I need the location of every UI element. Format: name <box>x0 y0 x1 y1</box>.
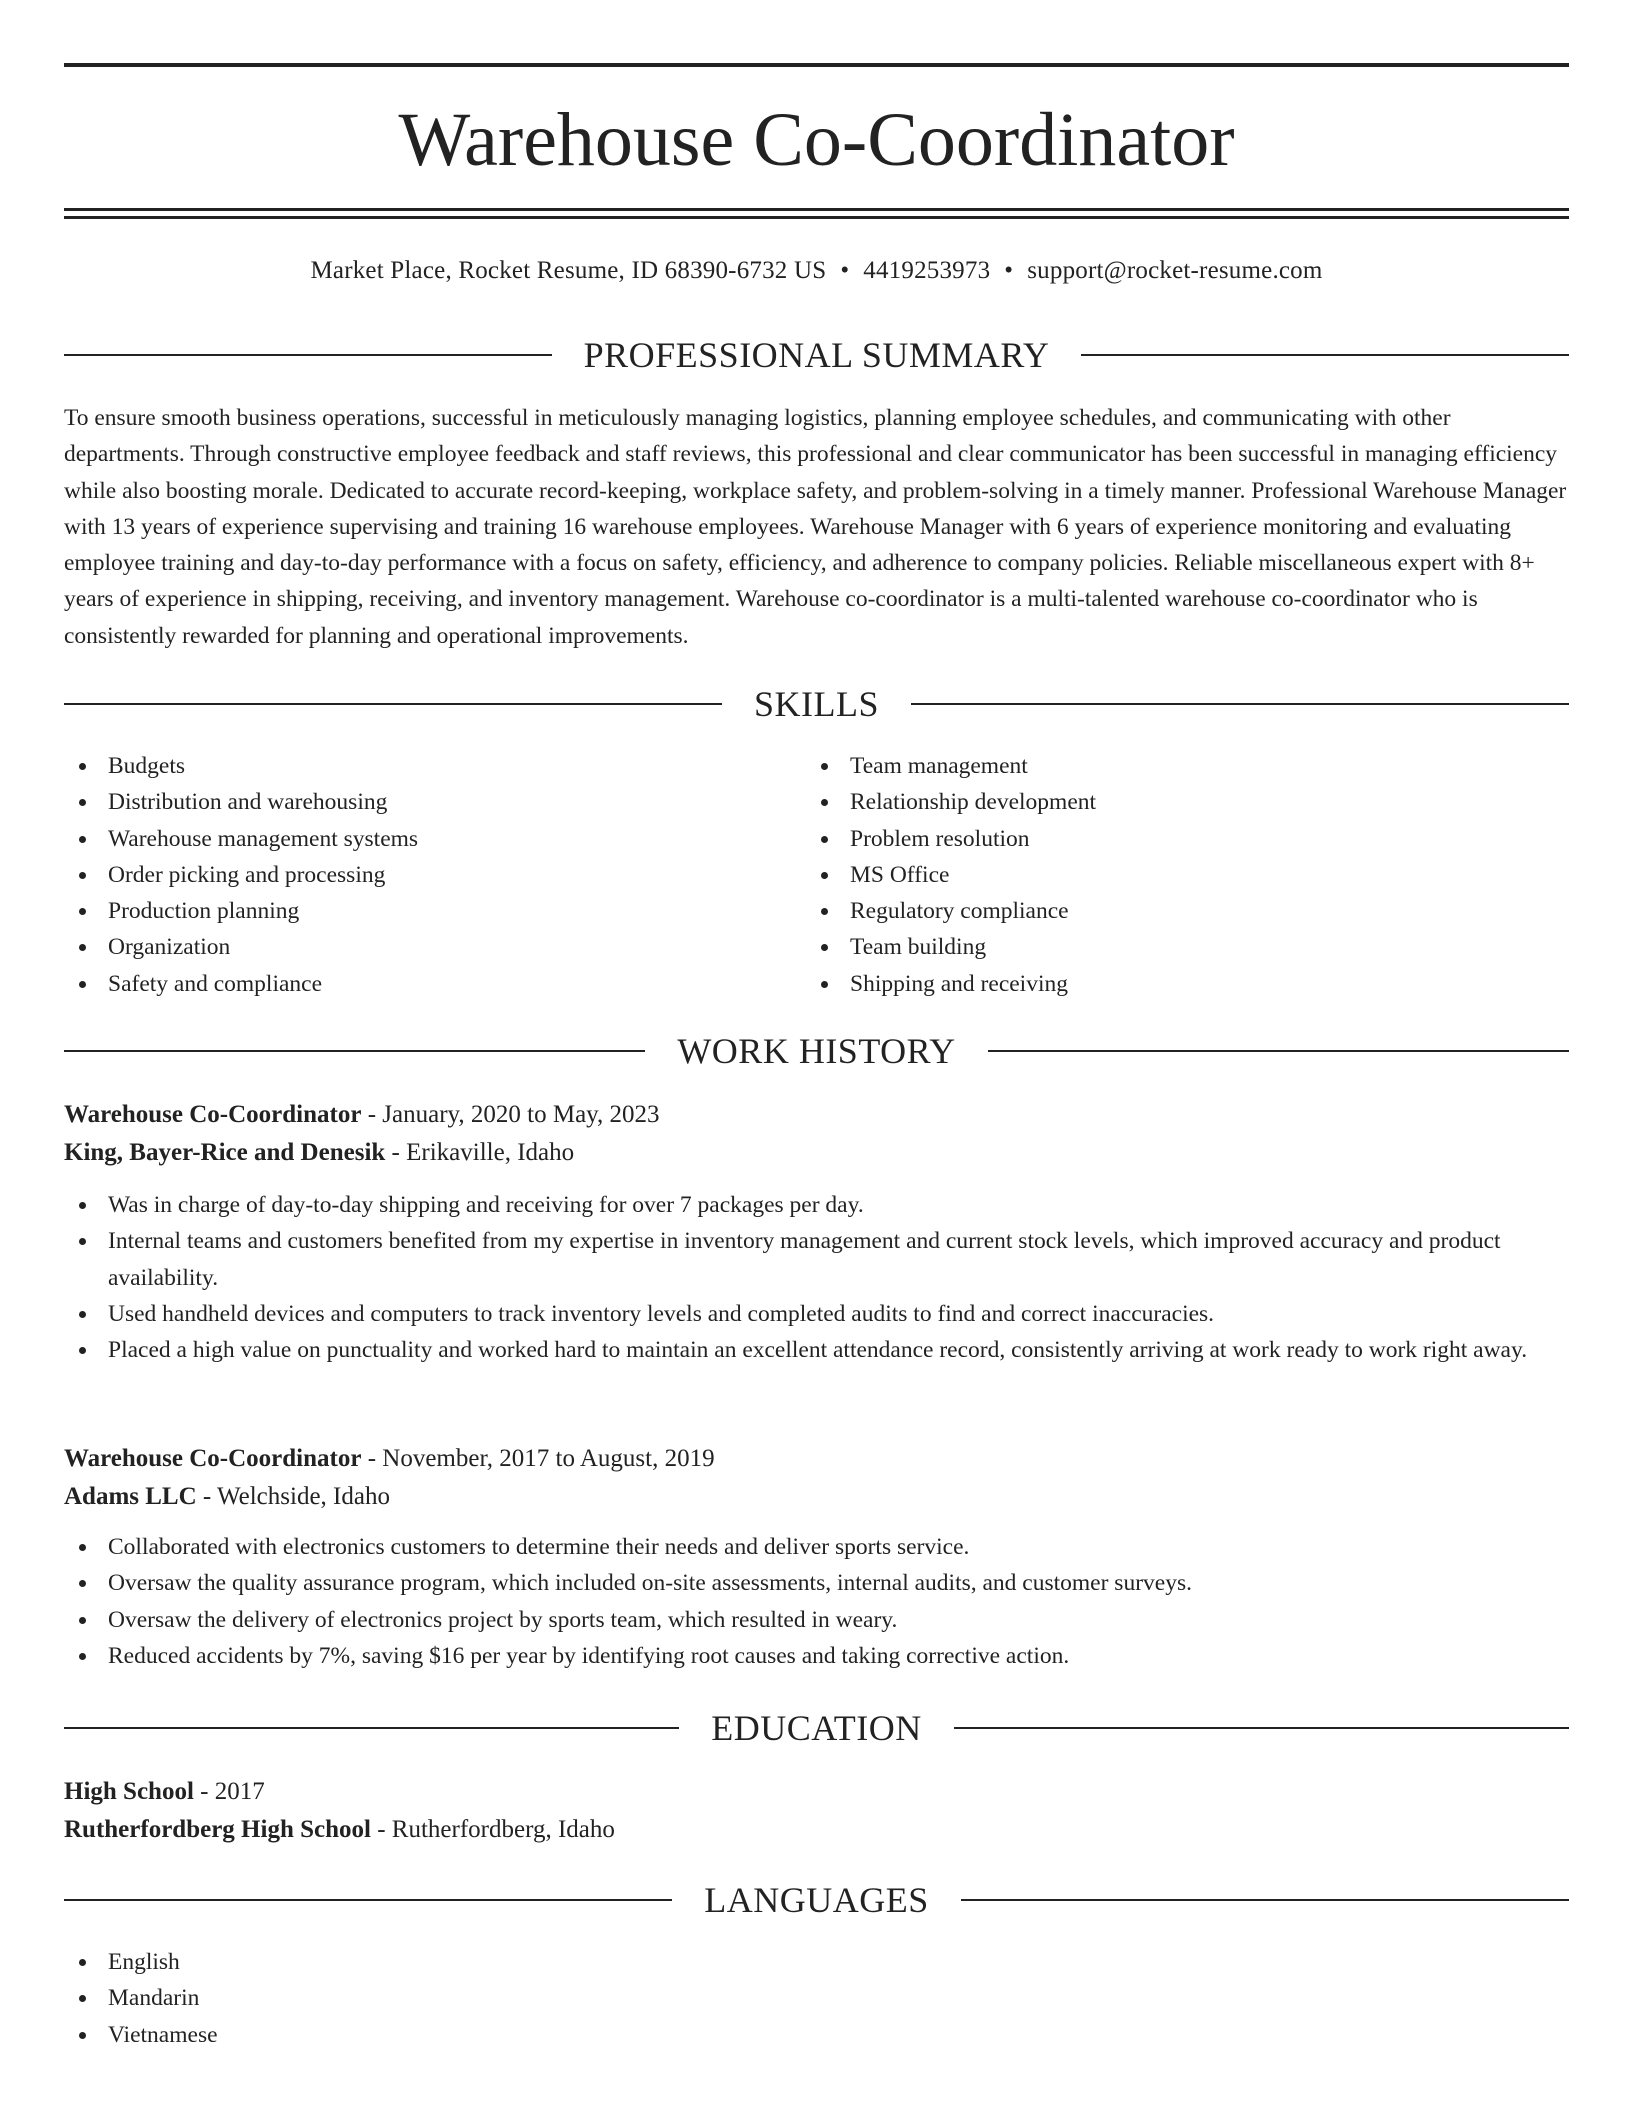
header-double-rule-lower <box>64 216 1569 219</box>
skill-item: Relationship development <box>806 784 1506 820</box>
skill-item: Budgets <box>64 748 764 784</box>
contact-line <box>64 254 1569 288</box>
language-item: English <box>64 1944 764 1980</box>
job-bullet: Used handheld devices and computers to track inventory levels and completed audits to find and correct inaccuracies. <box>64 1296 1569 1332</box>
job-dates: - November, 2017 to August, 2019 <box>361 1445 715 1472</box>
summary-paragraph: To ensure smooth business operations, successful in meticulously managing logistics, planning employee schedules, and communicating with other departments. Through constructive employee feedback and staff reviews, this professional and clear communicator has been successful in managing efficiency while also boosting morale. Dedicated to accurate record-keeping, workplace safety, and problem-solving in a timely manner. Professional Warehouse Manager with 13 years of experience supervising and training 16 warehouse employees. Warehouse Manager with 6 years of experience monitoring and evaluating employee training and day-to-day performance with a focus on safety, efficiency, and adherence to company policies. Reliable miscellaneous expert with 8+ years of experience in shipping, receiving, and inventory management. Warehouse co-coordinator is a multi-talented warehouse co-coordinator who is consistently rewarded for planning and operational improvements. <box>64 405 1567 649</box>
job-title: Warehouse Co-Coordinator <box>64 1101 362 1128</box>
section-heading-label: SKILLS <box>754 684 880 724</box>
heading-rule-left <box>64 1899 672 1901</box>
skills-list-right <box>806 748 1506 1002</box>
education-entry <box>64 1773 1569 1849</box>
resume-title: Warehouse Co-Coordinator <box>398 98 1235 182</box>
skill-item: Warehouse management systems <box>64 821 764 857</box>
job-bullet: Reduced accidents by 7%, saving $16 per year by identifying root causes and taking corrective action. <box>64 1638 1569 1674</box>
job-company-line <box>64 1478 1569 1516</box>
contact-separator: • <box>840 257 850 284</box>
job-location: - Welchside, Idaho <box>196 1483 390 1510</box>
section-heading-skills <box>64 682 1569 726</box>
education-school-line <box>64 1811 1569 1849</box>
section-heading-label: LANGUAGES <box>704 1880 929 1920</box>
language-item: Vietnamese <box>64 2017 764 2053</box>
job-title-line <box>64 1096 1569 1134</box>
job-entry <box>64 1096 1569 1368</box>
heading-rule-right <box>1081 354 1569 356</box>
skill-item: Shipping and receiving <box>806 966 1506 1002</box>
job-location: - Erikaville, Idaho <box>385 1139 575 1166</box>
job-bullet: Was in charge of day-to-day shipping and receiving for over 7 packages per day. <box>64 1187 1569 1223</box>
header-double-rule-upper <box>64 208 1569 211</box>
job-bullet: Internal teams and customers benefited from my expertise in inventory management and current stock levels, which improved accuracy and product availability. <box>64 1223 1569 1296</box>
heading-rule-left <box>64 354 552 356</box>
skill-item: Team building <box>806 929 1506 965</box>
skill-item: Regulatory compliance <box>806 893 1506 929</box>
education-year: - 2017 <box>193 1778 265 1805</box>
skill-item: Distribution and warehousing <box>64 784 764 820</box>
section-heading-summary <box>64 333 1569 377</box>
job-company-line <box>64 1134 1569 1172</box>
skill-item: Organization <box>64 929 764 965</box>
education-location: - Rutherfordberg, Idaho <box>370 1816 615 1843</box>
section-heading-label: PROFESSIONAL SUMMARY <box>583 335 1050 375</box>
language-item: Mandarin <box>64 1980 764 2016</box>
section-heading-work-history <box>64 1029 1569 1073</box>
contact-separator: • <box>1004 257 1014 284</box>
languages-list <box>64 1944 764 2053</box>
job-bullet: Collaborated with electronics customers to determine their needs and deliver sports service. <box>64 1529 1569 1565</box>
heading-rule-left <box>64 703 722 705</box>
job-title: Warehouse Co-Coordinator <box>64 1445 362 1472</box>
contact-phone: 4419253973 <box>863 257 991 284</box>
job-company: Adams LLC <box>64 1483 197 1510</box>
skill-item: Order picking and processing <box>64 857 764 893</box>
skill-item: Safety and compliance <box>64 966 764 1002</box>
skill-item: Production planning <box>64 893 764 929</box>
section-heading-label: EDUCATION <box>711 1708 922 1748</box>
heading-rule-right <box>911 703 1569 705</box>
education-degree: High School <box>64 1778 194 1805</box>
heading-rule-right <box>961 1899 1569 1901</box>
education-degree-line <box>64 1773 1569 1811</box>
skills-list-left <box>64 748 764 1002</box>
skill-item: MS Office <box>806 857 1506 893</box>
section-heading-languages <box>64 1878 1569 1922</box>
job-bullet-list <box>64 1529 1569 1674</box>
section-heading-education <box>64 1706 1569 1750</box>
job-dates: - January, 2020 to May, 2023 <box>361 1101 660 1128</box>
contact-email: support@rocket-resume.com <box>1027 257 1323 284</box>
job-title-line <box>64 1440 1569 1478</box>
skill-item: Team management <box>806 748 1506 784</box>
heading-rule-right <box>954 1727 1569 1729</box>
job-bullet: Placed a high value on punctuality and worked hard to maintain an excellent attendance record, consistently arriving at work ready to work right away. <box>64 1332 1569 1368</box>
section-heading-label: WORK HISTORY <box>677 1031 956 1071</box>
header-top-rule <box>64 63 1569 67</box>
education-school: Rutherfordberg High School <box>64 1816 371 1843</box>
heading-rule-right <box>988 1050 1569 1052</box>
job-company: King, Bayer-Rice and Denesik <box>64 1139 386 1166</box>
heading-rule-left <box>64 1050 645 1052</box>
skill-item: Problem resolution <box>806 821 1506 857</box>
job-entry <box>64 1440 1569 1674</box>
heading-rule-left <box>64 1727 679 1729</box>
job-bullet-list <box>64 1187 1569 1368</box>
job-bullet: Oversaw the quality assurance program, which included on-site assessments, internal audits, and customer surveys. <box>64 1565 1569 1601</box>
contact-address: Market Place, Rocket Resume, ID 68390-6732 US <box>310 257 827 284</box>
job-bullet: Oversaw the delivery of electronics project by sports team, which resulted in weary. <box>64 1602 1569 1638</box>
